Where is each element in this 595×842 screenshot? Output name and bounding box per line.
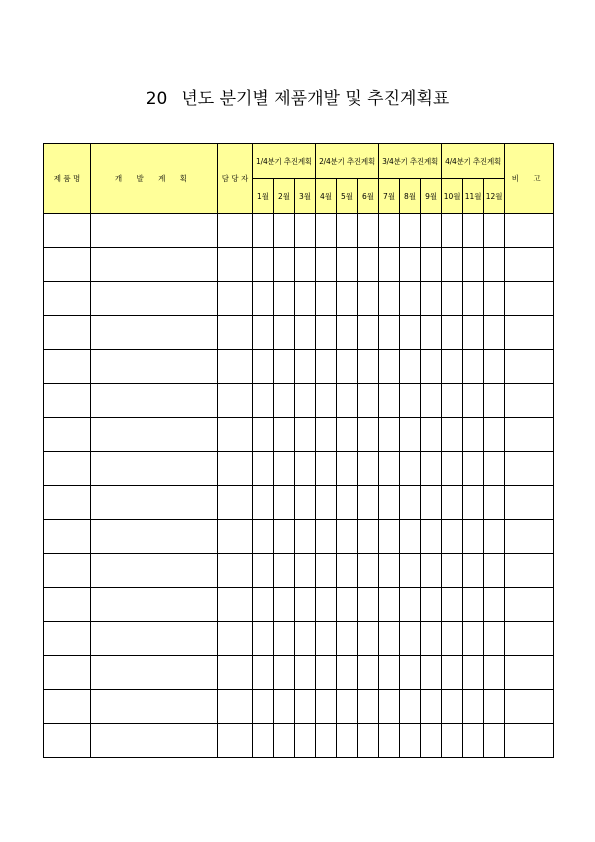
month-10-cell[interactable] — [442, 486, 463, 520]
month-1-cell[interactable] — [253, 656, 274, 690]
month-2-cell[interactable] — [274, 282, 295, 316]
remarks-cell[interactable] — [505, 656, 554, 690]
month-5-cell[interactable] — [337, 282, 358, 316]
header-dev-plan: 개 발 계 획 — [91, 144, 218, 214]
month-1-cell[interactable] — [253, 588, 274, 622]
month-9-cell[interactable] — [421, 384, 442, 418]
month-10-cell[interactable] — [442, 656, 463, 690]
month-10-cell[interactable] — [442, 520, 463, 554]
header-month-6: 6월 — [358, 179, 379, 214]
product-name-cell[interactable] — [44, 588, 91, 622]
month-1-cell[interactable] — [253, 486, 274, 520]
remarks-cell[interactable] — [505, 588, 554, 622]
month-11-cell[interactable] — [463, 656, 484, 690]
table-row — [44, 214, 554, 248]
table-row — [44, 554, 554, 588]
manager-cell[interactable] — [218, 656, 253, 690]
dev-plan-cell[interactable] — [91, 384, 218, 418]
month-2-cell[interactable] — [274, 588, 295, 622]
month-7-cell[interactable] — [379, 384, 400, 418]
header-month-10: 10월 — [442, 179, 463, 214]
month-1-cell[interactable] — [253, 248, 274, 282]
manager-cell[interactable] — [218, 350, 253, 384]
month-4-cell[interactable] — [316, 486, 337, 520]
month-6-cell[interactable] — [358, 622, 379, 656]
month-3-cell[interactable] — [295, 350, 316, 384]
month-6-cell[interactable] — [358, 282, 379, 316]
product-name-cell[interactable] — [44, 554, 91, 588]
month-5-cell[interactable] — [337, 656, 358, 690]
header-manager: 담 당 자 — [218, 144, 253, 214]
remarks-cell[interactable] — [505, 520, 554, 554]
header-month-4: 4월 — [316, 179, 337, 214]
month-10-cell[interactable] — [442, 622, 463, 656]
month-6-cell[interactable] — [358, 486, 379, 520]
month-11-cell[interactable] — [463, 554, 484, 588]
table-row — [44, 248, 554, 282]
month-12-cell[interactable] — [484, 520, 505, 554]
month-12-cell[interactable] — [484, 554, 505, 588]
month-5-cell[interactable] — [337, 384, 358, 418]
table-row — [44, 486, 554, 520]
table-row — [44, 418, 554, 452]
month-4-cell[interactable] — [316, 622, 337, 656]
month-2-cell[interactable] — [274, 520, 295, 554]
manager-cell[interactable] — [218, 248, 253, 282]
month-8-cell[interactable] — [400, 486, 421, 520]
month-3-cell[interactable] — [295, 316, 316, 350]
plan-table — [43, 143, 554, 758]
manager-cell[interactable] — [218, 520, 253, 554]
month-7-cell[interactable] — [379, 452, 400, 486]
header-quarter-2: 2/4분기 추진계획 — [316, 144, 379, 179]
month-10-cell[interactable] — [442, 418, 463, 452]
month-5-cell[interactable] — [337, 520, 358, 554]
remarks-cell[interactable] — [505, 316, 554, 350]
header-month-11: 11월 — [463, 179, 484, 214]
month-3-cell[interactable] — [295, 622, 316, 656]
month-5-cell[interactable] — [337, 554, 358, 588]
month-8-cell[interactable] — [400, 384, 421, 418]
manager-cell[interactable] — [218, 486, 253, 520]
remarks-cell[interactable] — [505, 690, 554, 724]
month-10-cell[interactable] — [442, 214, 463, 248]
month-6-cell[interactable] — [358, 554, 379, 588]
month-11-cell[interactable] — [463, 486, 484, 520]
product-name-cell[interactable] — [44, 486, 91, 520]
month-6-cell[interactable] — [358, 724, 379, 758]
month-2-cell[interactable] — [274, 350, 295, 384]
dev-plan-cell[interactable] — [91, 214, 218, 248]
month-9-cell[interactable] — [421, 452, 442, 486]
month-4-cell[interactable] — [316, 384, 337, 418]
header-month-8: 8월 — [400, 179, 421, 214]
month-7-cell[interactable] — [379, 350, 400, 384]
month-5-cell[interactable] — [337, 418, 358, 452]
month-2-cell[interactable] — [274, 690, 295, 724]
month-12-cell[interactable] — [484, 588, 505, 622]
month-8-cell[interactable] — [400, 248, 421, 282]
month-6-cell[interactable] — [358, 350, 379, 384]
month-5-cell[interactable] — [337, 350, 358, 384]
month-12-cell[interactable] — [484, 418, 505, 452]
month-10-cell[interactable] — [442, 350, 463, 384]
month-12-cell[interactable] — [484, 214, 505, 248]
remarks-cell[interactable] — [505, 350, 554, 384]
month-8-cell[interactable] — [400, 452, 421, 486]
month-1-cell[interactable] — [253, 554, 274, 588]
product-name-cell[interactable] — [44, 622, 91, 656]
month-8-cell[interactable] — [400, 316, 421, 350]
month-6-cell[interactable] — [358, 214, 379, 248]
remarks-cell[interactable] — [505, 248, 554, 282]
header-remarks: 비 고 — [505, 144, 554, 214]
month-12-cell[interactable] — [484, 622, 505, 656]
month-3-cell[interactable] — [295, 486, 316, 520]
dev-plan-cell[interactable] — [91, 248, 218, 282]
month-4-cell[interactable] — [316, 724, 337, 758]
month-8-cell[interactable] — [400, 724, 421, 758]
month-4-cell[interactable] — [316, 452, 337, 486]
remarks-cell[interactable] — [505, 418, 554, 452]
manager-cell[interactable] — [218, 588, 253, 622]
product-name-cell[interactable] — [44, 690, 91, 724]
month-4-cell[interactable] — [316, 656, 337, 690]
month-1-cell[interactable] — [253, 316, 274, 350]
product-name-cell[interactable] — [44, 384, 91, 418]
dev-plan-cell[interactable] — [91, 452, 218, 486]
remarks-cell[interactable] — [505, 622, 554, 656]
product-name-cell[interactable] — [44, 214, 91, 248]
month-9-cell[interactable] — [421, 214, 442, 248]
dev-plan-cell[interactable] — [91, 690, 218, 724]
month-8-cell[interactable] — [400, 282, 421, 316]
month-12-cell[interactable] — [484, 384, 505, 418]
table-row — [44, 350, 554, 384]
month-10-cell[interactable] — [442, 724, 463, 758]
month-1-cell[interactable] — [253, 384, 274, 418]
month-7-cell[interactable] — [379, 214, 400, 248]
month-12-cell[interactable] — [484, 724, 505, 758]
month-2-cell[interactable] — [274, 418, 295, 452]
month-12-cell[interactable] — [484, 656, 505, 690]
remarks-cell[interactable] — [505, 554, 554, 588]
product-name-cell[interactable] — [44, 520, 91, 554]
page-title — [0, 84, 595, 109]
month-11-cell[interactable] — [463, 588, 484, 622]
month-5-cell[interactable] — [337, 622, 358, 656]
dev-plan-cell[interactable] — [91, 316, 218, 350]
manager-cell[interactable] — [218, 384, 253, 418]
month-11-cell[interactable] — [463, 384, 484, 418]
month-7-cell[interactable] — [379, 486, 400, 520]
month-5-cell[interactable] — [337, 588, 358, 622]
month-6-cell[interactable] — [358, 384, 379, 418]
dev-plan-cell[interactable] — [91, 724, 218, 758]
month-11-cell[interactable] — [463, 622, 484, 656]
month-6-cell[interactable] — [358, 588, 379, 622]
month-11-cell[interactable] — [463, 282, 484, 316]
month-11-cell[interactable] — [463, 452, 484, 486]
manager-cell[interactable] — [218, 724, 253, 758]
month-6-cell[interactable] — [358, 520, 379, 554]
table-row — [44, 622, 554, 656]
title-year: 20 — [145, 89, 168, 109]
product-name-cell[interactable] — [44, 282, 91, 316]
month-1-cell[interactable] — [253, 350, 274, 384]
month-10-cell[interactable] — [442, 452, 463, 486]
month-12-cell[interactable] — [484, 282, 505, 316]
product-name-cell[interactable] — [44, 248, 91, 282]
month-11-cell[interactable] — [463, 520, 484, 554]
month-12-cell[interactable] — [484, 350, 505, 384]
month-10-cell[interactable] — [442, 690, 463, 724]
manager-cell[interactable] — [218, 214, 253, 248]
month-1-cell[interactable] — [253, 724, 274, 758]
dev-plan-cell[interactable] — [91, 622, 218, 656]
month-6-cell[interactable] — [358, 690, 379, 724]
month-5-cell[interactable] — [337, 214, 358, 248]
month-10-cell[interactable] — [442, 316, 463, 350]
month-3-cell[interactable] — [295, 418, 316, 452]
month-11-cell[interactable] — [463, 214, 484, 248]
month-2-cell[interactable] — [274, 452, 295, 486]
month-2-cell[interactable] — [274, 656, 295, 690]
month-8-cell[interactable] — [400, 520, 421, 554]
month-12-cell[interactable] — [484, 248, 505, 282]
month-2-cell[interactable] — [274, 724, 295, 758]
month-4-cell[interactable] — [316, 282, 337, 316]
header-product-name: 제 품 명 — [44, 144, 91, 214]
header-month-2: 2월 — [274, 179, 295, 214]
manager-cell[interactable] — [218, 690, 253, 724]
month-2-cell[interactable] — [274, 248, 295, 282]
month-11-cell[interactable] — [463, 350, 484, 384]
manager-cell[interactable] — [218, 316, 253, 350]
month-5-cell[interactable] — [337, 690, 358, 724]
month-8-cell[interactable] — [400, 622, 421, 656]
month-9-cell[interactable] — [421, 486, 442, 520]
dev-plan-cell[interactable] — [91, 418, 218, 452]
month-8-cell[interactable] — [400, 656, 421, 690]
month-9-cell[interactable] — [421, 724, 442, 758]
month-3-cell[interactable] — [295, 214, 316, 248]
header-quarter-3: 3/4분기 추진계획 — [379, 144, 442, 179]
month-8-cell[interactable] — [400, 418, 421, 452]
table-row — [44, 316, 554, 350]
month-5-cell[interactable] — [337, 724, 358, 758]
month-3-cell[interactable] — [295, 248, 316, 282]
month-4-cell[interactable] — [316, 690, 337, 724]
month-6-cell[interactable] — [358, 316, 379, 350]
product-name-cell[interactable] — [44, 656, 91, 690]
month-11-cell[interactable] — [463, 248, 484, 282]
month-2-cell[interactable] — [274, 384, 295, 418]
month-7-cell[interactable] — [379, 724, 400, 758]
product-name-cell[interactable] — [44, 350, 91, 384]
month-1-cell[interactable] — [253, 452, 274, 486]
month-9-cell[interactable] — [421, 316, 442, 350]
month-4-cell[interactable] — [316, 418, 337, 452]
month-3-cell[interactable] — [295, 282, 316, 316]
remarks-cell[interactable] — [505, 214, 554, 248]
month-1-cell[interactable] — [253, 690, 274, 724]
month-7-cell[interactable] — [379, 588, 400, 622]
month-9-cell[interactable] — [421, 690, 442, 724]
table-row — [44, 690, 554, 724]
month-7-cell[interactable] — [379, 690, 400, 724]
month-3-cell[interactable] — [295, 690, 316, 724]
month-5-cell[interactable] — [337, 452, 358, 486]
month-8-cell[interactable] — [400, 690, 421, 724]
month-11-cell[interactable] — [463, 724, 484, 758]
remarks-cell[interactable] — [505, 282, 554, 316]
month-2-cell[interactable] — [274, 486, 295, 520]
product-name-cell[interactable] — [44, 316, 91, 350]
month-9-cell[interactable] — [421, 656, 442, 690]
manager-cell[interactable] — [218, 418, 253, 452]
month-5-cell[interactable] — [337, 248, 358, 282]
month-9-cell[interactable] — [421, 622, 442, 656]
manager-cell[interactable] — [218, 282, 253, 316]
remarks-cell[interactable] — [505, 452, 554, 486]
month-10-cell[interactable] — [442, 282, 463, 316]
remarks-cell[interactable] — [505, 486, 554, 520]
month-2-cell[interactable] — [274, 622, 295, 656]
month-8-cell[interactable] — [400, 588, 421, 622]
dev-plan-cell[interactable] — [91, 486, 218, 520]
header-month-3: 3월 — [295, 179, 316, 214]
month-5-cell[interactable] — [337, 316, 358, 350]
month-6-cell[interactable] — [358, 248, 379, 282]
table-row — [44, 384, 554, 418]
remarks-cell[interactable] — [505, 384, 554, 418]
month-12-cell[interactable] — [484, 452, 505, 486]
month-6-cell[interactable] — [358, 656, 379, 690]
month-9-cell[interactable] — [421, 554, 442, 588]
month-12-cell[interactable] — [484, 690, 505, 724]
month-11-cell[interactable] — [463, 316, 484, 350]
month-10-cell[interactable] — [442, 588, 463, 622]
month-2-cell[interactable] — [274, 316, 295, 350]
month-7-cell[interactable] — [379, 520, 400, 554]
header-month-12: 12월 — [484, 179, 505, 214]
month-7-cell[interactable] — [379, 622, 400, 656]
month-12-cell[interactable] — [484, 486, 505, 520]
month-5-cell[interactable] — [337, 486, 358, 520]
month-4-cell[interactable] — [316, 520, 337, 554]
table-row — [44, 452, 554, 486]
month-9-cell[interactable] — [421, 282, 442, 316]
header-quarter-4: 4/4분기 추진계획 — [442, 144, 505, 179]
month-4-cell[interactable] — [316, 350, 337, 384]
month-1-cell[interactable] — [253, 282, 274, 316]
manager-cell[interactable] — [218, 554, 253, 588]
month-7-cell[interactable] — [379, 282, 400, 316]
month-9-cell[interactable] — [421, 248, 442, 282]
month-4-cell[interactable] — [316, 554, 337, 588]
product-name-cell[interactable] — [44, 452, 91, 486]
month-9-cell[interactable] — [421, 520, 442, 554]
month-10-cell[interactable] — [442, 384, 463, 418]
month-11-cell[interactable] — [463, 690, 484, 724]
month-4-cell[interactable] — [316, 248, 337, 282]
month-6-cell[interactable] — [358, 418, 379, 452]
month-11-cell[interactable] — [463, 418, 484, 452]
month-9-cell[interactable] — [421, 418, 442, 452]
table-row — [44, 724, 554, 758]
month-4-cell[interactable] — [316, 316, 337, 350]
month-1-cell[interactable] — [253, 418, 274, 452]
header-quarter-1: 1/4분기 추진계획 — [253, 144, 316, 179]
header-month-9: 9월 — [421, 179, 442, 214]
month-7-cell[interactable] — [379, 656, 400, 690]
month-3-cell[interactable] — [295, 384, 316, 418]
dev-plan-cell[interactable] — [91, 350, 218, 384]
month-3-cell[interactable] — [295, 588, 316, 622]
manager-cell[interactable] — [218, 452, 253, 486]
month-2-cell[interactable] — [274, 214, 295, 248]
month-1-cell[interactable] — [253, 622, 274, 656]
dev-plan-cell[interactable] — [91, 656, 218, 690]
table-row — [44, 588, 554, 622]
month-3-cell[interactable] — [295, 724, 316, 758]
dev-plan-cell[interactable] — [91, 520, 218, 554]
month-10-cell[interactable] — [442, 248, 463, 282]
month-9-cell[interactable] — [421, 588, 442, 622]
table-row — [44, 282, 554, 316]
month-6-cell[interactable] — [358, 452, 379, 486]
dev-plan-cell[interactable] — [91, 588, 218, 622]
month-10-cell[interactable] — [442, 554, 463, 588]
month-7-cell[interactable] — [379, 316, 400, 350]
month-1-cell[interactable] — [253, 520, 274, 554]
month-3-cell[interactable] — [295, 520, 316, 554]
month-8-cell[interactable] — [400, 350, 421, 384]
month-8-cell[interactable] — [400, 214, 421, 248]
header-month-7: 7월 — [379, 179, 400, 214]
month-7-cell[interactable] — [379, 248, 400, 282]
dev-plan-cell[interactable] — [91, 554, 218, 588]
table-row — [44, 656, 554, 690]
manager-cell[interactable] — [218, 622, 253, 656]
product-name-cell[interactable] — [44, 418, 91, 452]
month-7-cell[interactable] — [379, 418, 400, 452]
plan-table-body — [44, 214, 554, 758]
month-4-cell[interactable] — [316, 214, 337, 248]
month-8-cell[interactable] — [400, 554, 421, 588]
month-2-cell[interactable] — [274, 554, 295, 588]
month-4-cell[interactable] — [316, 588, 337, 622]
remarks-cell[interactable] — [505, 724, 554, 758]
month-3-cell[interactable] — [295, 554, 316, 588]
month-1-cell[interactable] — [253, 214, 274, 248]
month-12-cell[interactable] — [484, 316, 505, 350]
dev-plan-cell[interactable] — [91, 282, 218, 316]
month-3-cell[interactable] — [295, 452, 316, 486]
month-7-cell[interactable] — [379, 554, 400, 588]
product-name-cell[interactable] — [44, 724, 91, 758]
title-text: 년도 분기별 제품개발 및 추진계획표 — [181, 89, 450, 109]
month-9-cell[interactable] — [421, 350, 442, 384]
table-row — [44, 520, 554, 554]
header-month-5: 5월 — [337, 179, 358, 214]
header-month-1: 1월 — [253, 179, 274, 214]
month-3-cell[interactable] — [295, 656, 316, 690]
